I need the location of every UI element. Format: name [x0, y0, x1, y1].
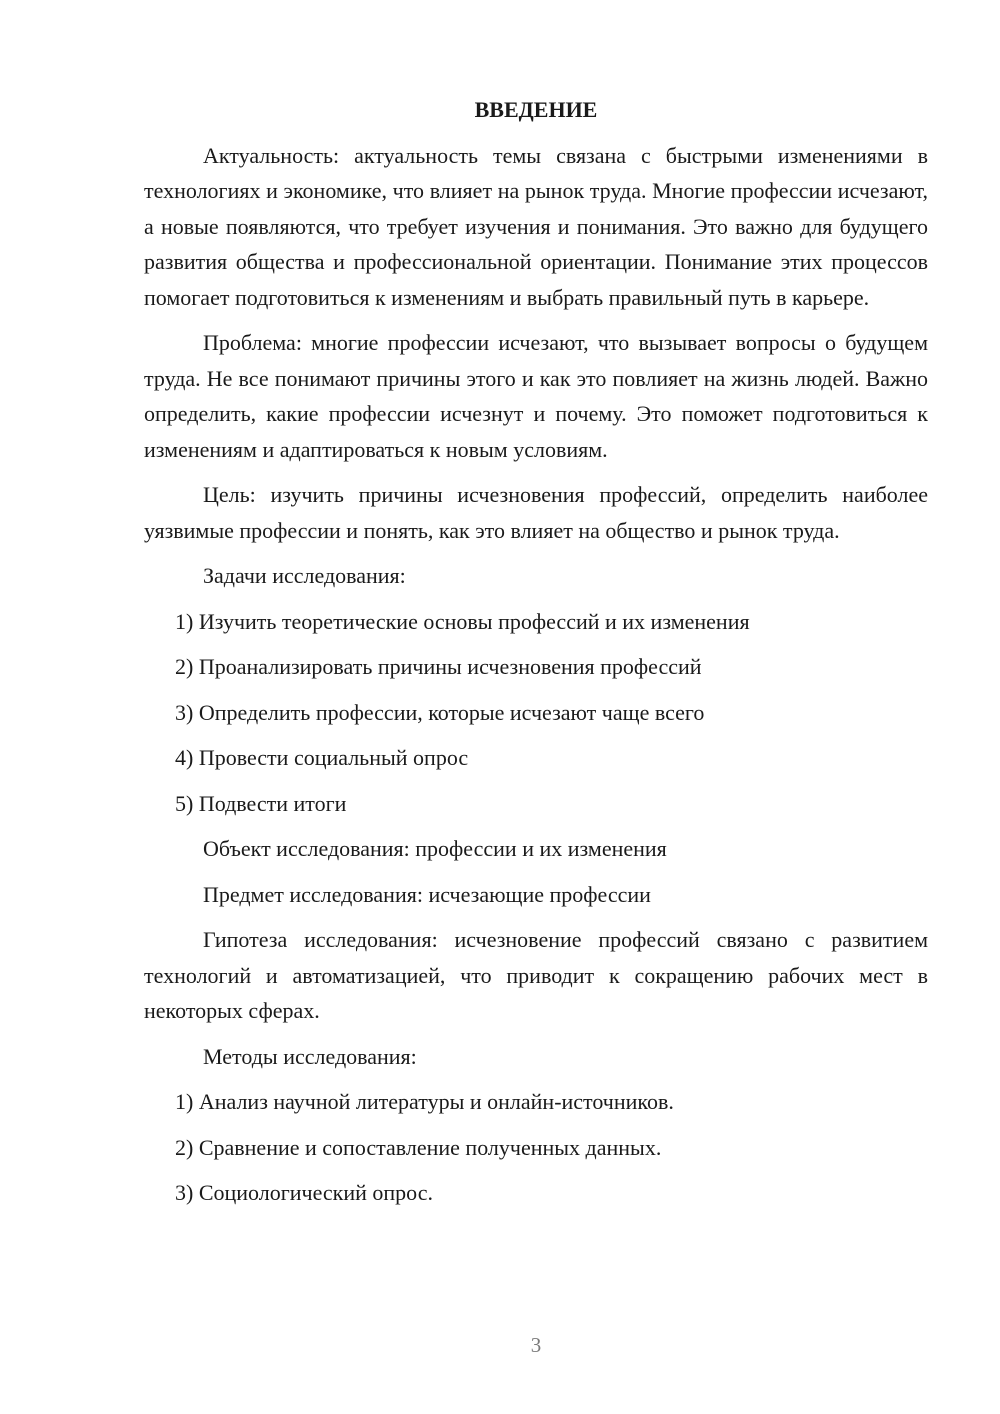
methods-label: Методы исследования: — [203, 1043, 417, 1069]
tasks-label: Задачи исследования: — [203, 563, 406, 588]
goal-paragraph: Цель: изучить причины исчезновения профессий, определить наиболее уязвимые профессии и понять, как это влияет на общество и рынок труда. — [144, 482, 928, 543]
method-item: 3) Социологический опрос. — [175, 1180, 433, 1205]
research-object: Объект исследования: профессии и их изменения — [203, 836, 667, 861]
method-item: 2) Сравнение и сопоставление полученных данных. — [175, 1134, 662, 1160]
page-number: 3 — [530, 1333, 542, 1357]
method-item: 1) Анализ научной литературы и онлайн-источников. — [175, 1089, 674, 1114]
hypothesis-paragraph: Гипотеза исследования: исчезновение профессий связано с развитием технологий и автоматизацией, что приводит к сокращению рабочих мест в некоторых сферах. — [144, 927, 928, 1023]
task-item: 5) Подвести итоги — [175, 790, 347, 816]
task-item: 2) Проанализировать причины исчезновения профессий — [175, 654, 702, 679]
task-item: 4) Провести социальный опрос — [175, 745, 469, 770]
document-page — [144, 92, 928, 1221]
problem-paragraph: Проблема: многие профессии исчезают, что вызывает вопросы о будущем труда. Не все понимают причины этого и как это повлияет на жизнь людей. Важно определить, какие профессии исчезнут и почему. Это поможет подготовиться к изменениям и адаптироваться к новым условиям. — [144, 330, 928, 462]
task-item: 3) Определить профессии, которые исчезают чаще всего — [175, 699, 705, 725]
research-subject: Предмет исследования: исчезающие профессии — [203, 881, 651, 907]
relevance-paragraph: Актуальность: актуальность темы связана с быстрыми изменениями в технологиях и экономике, что влияет на рынок труда. Многие профессии исчезают, а новые появляются, что требует изучения и понимания. Это важно для будущего развития общества и профессиональной ориентации. Понимание этих процессов помогает подготовиться к изменениям и выбрать правильный путь в карьере. — [144, 142, 928, 310]
section-heading: ВВЕДЕНИЕ — [474, 97, 598, 122]
task-item: 1) Изучить теоретические основы профессий и их изменения — [175, 608, 750, 634]
